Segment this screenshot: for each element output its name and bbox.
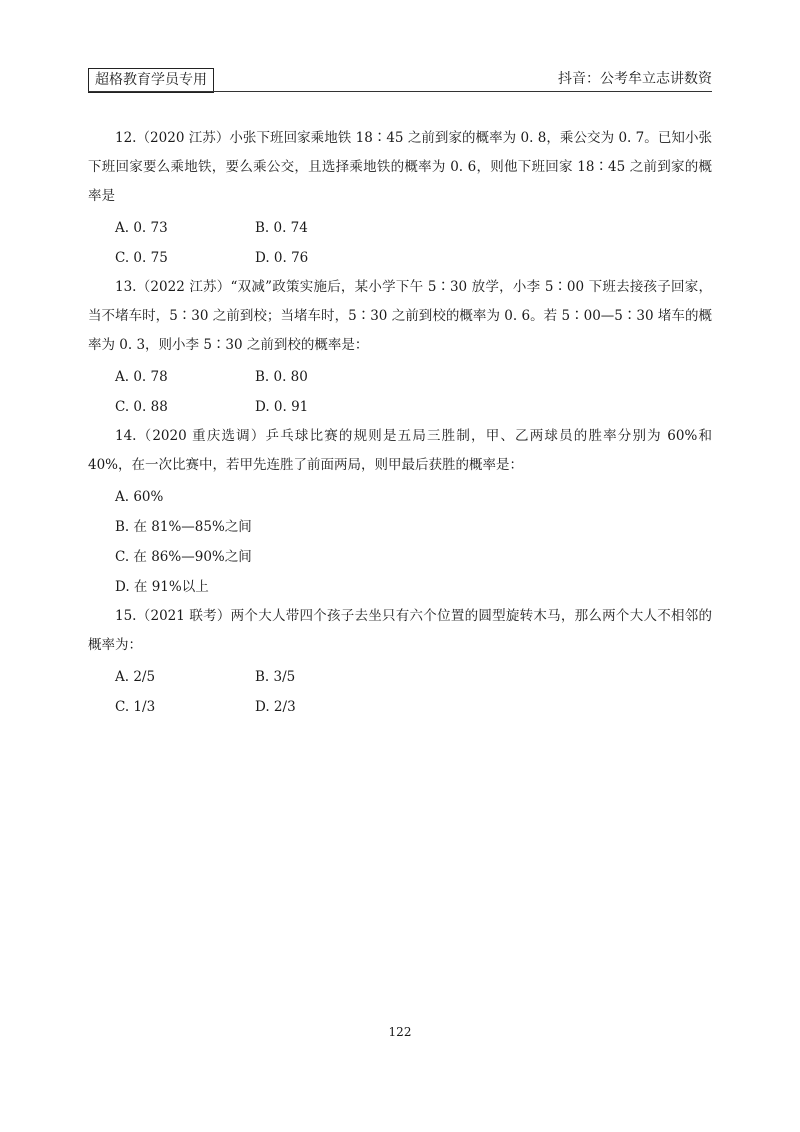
options-row [88, 362, 712, 392]
question-15 [88, 602, 712, 722]
option-b: B. 0. 74 [255, 220, 308, 236]
question-stem: 15.（2021 联考）两个大人带四个孩子去坐只有六个位置的圆型旋转木马，那么两个大人不相邻的概率为： [88, 608, 712, 653]
option-c: C. 0. 88 [115, 399, 168, 415]
page-number: 122 [388, 1025, 412, 1039]
question-stem: 14.（2020 重庆选调）乒乓球比赛的规则是五局三胜制，甲、乙两球员的胜率分别为 60%和 40%，在一次比赛中，若甲先连胜了前面两局，则甲最后获胜的概率是： [88, 428, 712, 473]
option-a: A. 0. 73 [115, 220, 168, 236]
option-b: B. 0. 80 [255, 369, 308, 385]
options-row [88, 692, 712, 722]
options-row [88, 243, 712, 273]
option-d: D. 在 91%以上 [115, 579, 209, 595]
option-c: C. 在 86%—90%之间 [115, 549, 252, 565]
question-list [88, 124, 712, 722]
option-d: D. 2/3 [255, 699, 296, 715]
question-stem: 12.（2020 江苏）小张下班回家乘地铁 18∶45 之前到家的概率为 0. 8，乘公交为 0. 7。已知小张下班回家要么乘地铁，要么乘公交，且选择乘地铁的概率为 0. 6，则他下班回家 18∶45 之前到家的概率是 [88, 130, 712, 204]
question-14 [88, 422, 712, 602]
question-stem: 13.（2022 江苏）“双减”政策实施后，某小学下午 5∶30 放学，小李 5∶00 下班去接孩子回家，当不堵车时，5∶30 之前到校；当堵车时，5∶30 之前到校的概率为 0. 6。若 5∶00—5∶30 堵车的概率为 0. 3，则小李 5∶30 之前到校的概率是： [88, 279, 712, 353]
option-d: D. 0. 76 [255, 250, 309, 266]
options-row [88, 213, 712, 243]
option-b: B. 3/5 [255, 669, 296, 685]
question-12 [88, 124, 712, 273]
options-row [88, 662, 712, 692]
header-right-text: 抖音：公考牟立志讲数资 [558, 71, 712, 87]
option-a: A. 2/5 [115, 669, 156, 685]
option-a: A. 0. 78 [115, 369, 168, 385]
question-13 [88, 273, 712, 422]
header-divider [88, 91, 712, 92]
option-a: A. 60% [115, 489, 164, 505]
options-row [88, 392, 712, 422]
option-b: B. 在 81%—85%之间 [115, 519, 252, 535]
option-d: D. 0. 91 [255, 399, 309, 415]
option-c: C. 0. 75 [115, 250, 168, 266]
header-label-box: 超格教育学员专用 [88, 68, 214, 93]
option-c: C. 1/3 [115, 699, 156, 715]
